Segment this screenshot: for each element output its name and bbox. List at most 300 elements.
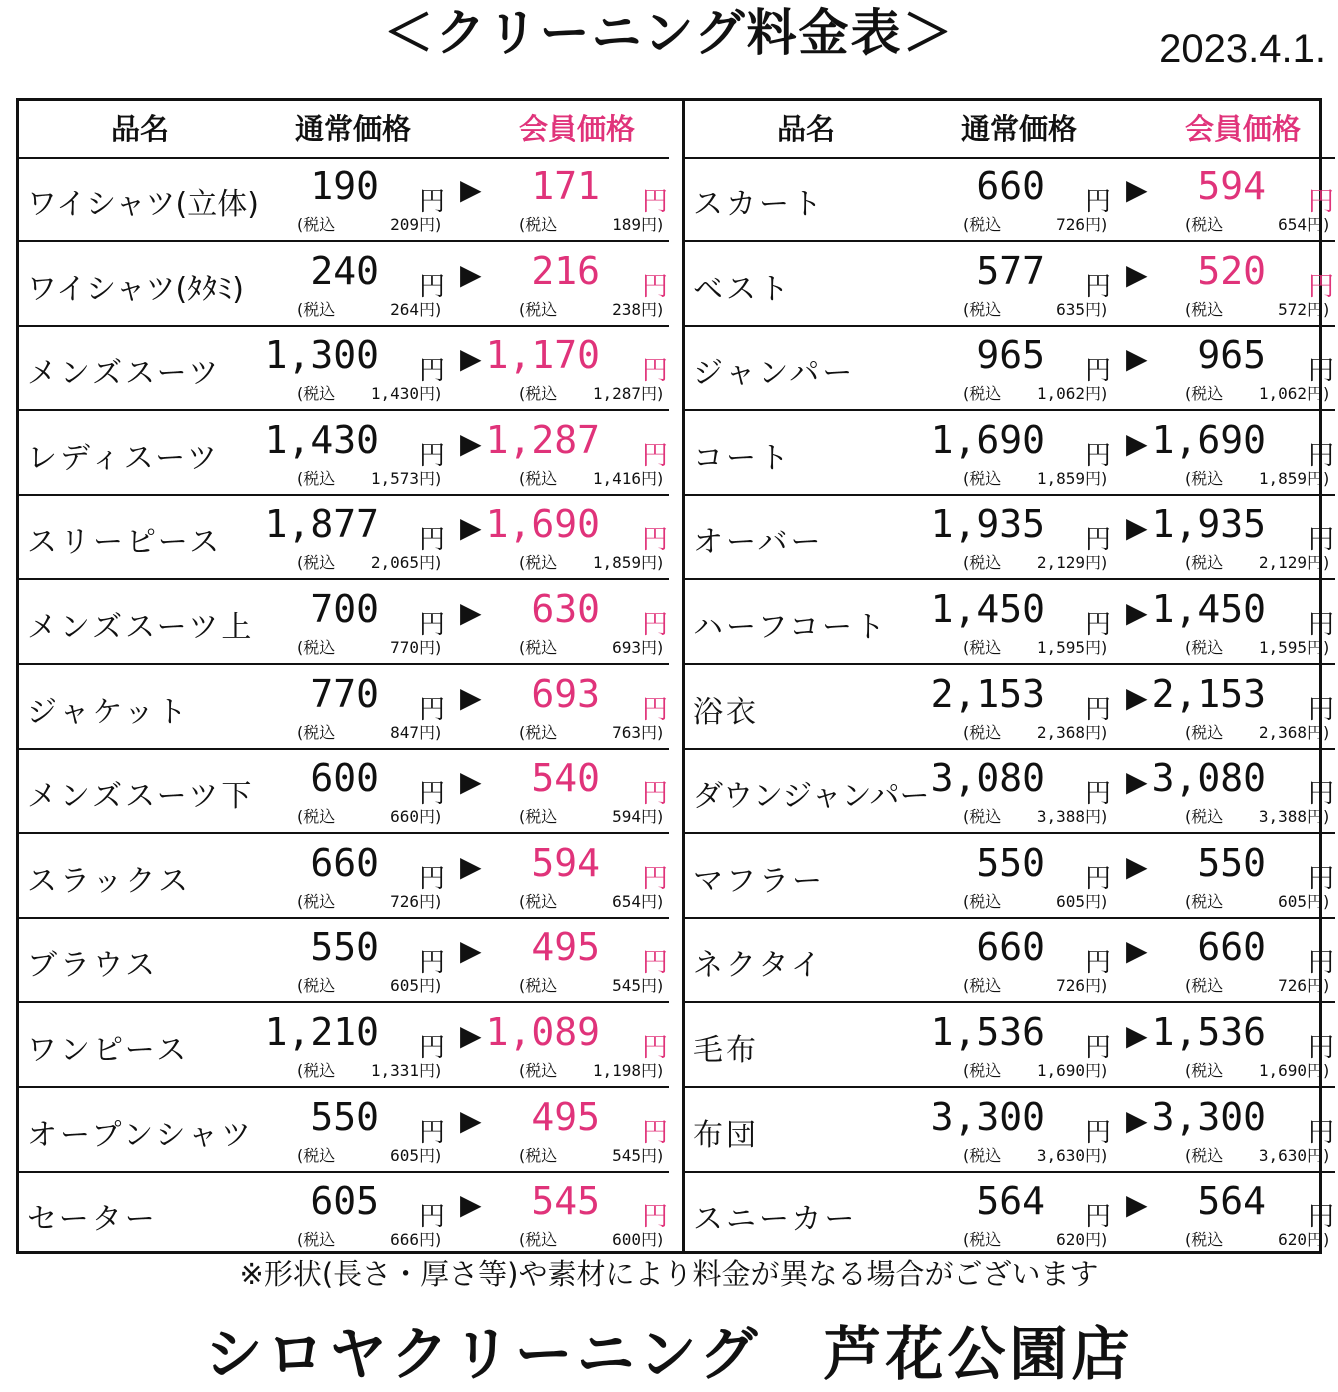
tax-label: (税込 xyxy=(963,891,1002,911)
regular-price-tax-incl xyxy=(963,892,1107,912)
tax-label: (税込 xyxy=(963,638,1002,657)
member-price: 564 xyxy=(1197,1179,1266,1224)
regular-price: 1,935 xyxy=(930,502,1045,547)
yen-unit: 円 xyxy=(1308,525,1335,556)
regular-price: 3,080 xyxy=(930,756,1045,801)
yen-unit: 円 xyxy=(419,187,446,217)
regular-price: 550 xyxy=(976,840,1045,885)
item-name: セーター xyxy=(27,1202,158,1238)
item-name: ワイシャツ(ﾀﾀﾐ) xyxy=(27,271,244,307)
tax-unit: 円) xyxy=(1085,1145,1108,1165)
regular-price: 1,210 xyxy=(264,1010,379,1054)
tax-amount: 594 xyxy=(612,807,641,827)
tax-unit: 円) xyxy=(641,638,664,657)
tax-label: (税込 xyxy=(1185,1230,1224,1250)
arrow-icon: ▶ xyxy=(460,342,482,376)
table-row xyxy=(19,1003,669,1088)
tax-label: (税込 xyxy=(963,1145,1002,1165)
tax-label: (税込 xyxy=(297,891,336,911)
regular-price-tax-incl xyxy=(963,1146,1107,1166)
regular-price-tax-incl xyxy=(963,638,1107,658)
tax-label: (税込 xyxy=(963,553,1002,573)
item-name: コート xyxy=(693,440,792,476)
regular-price: 1,430 xyxy=(264,417,379,462)
table-row xyxy=(685,411,1335,496)
yen-unit: 円 xyxy=(1308,779,1335,810)
regular-price-tax-incl xyxy=(297,1146,441,1166)
yen-unit: 円 xyxy=(1308,694,1335,725)
table-row xyxy=(685,1088,1335,1173)
member-price: 693 xyxy=(531,671,600,716)
arrow-icon: ▶ xyxy=(460,257,482,291)
tax-label: (税込 xyxy=(963,384,1002,404)
tax-amount: 3,388 xyxy=(1036,807,1085,827)
tax-amount: 1,331 xyxy=(370,1061,419,1080)
yen-unit: 円 xyxy=(642,271,669,302)
regular-price-tax-incl xyxy=(297,300,441,320)
tax-amount: 847 xyxy=(390,722,419,742)
arrow-icon: ▶ xyxy=(460,934,482,968)
table-row xyxy=(19,411,669,496)
arrow-icon: ▶ xyxy=(460,849,482,883)
tax-label: (税込 xyxy=(519,215,558,234)
header-item: 品名 xyxy=(111,112,170,146)
member-price-tax-incl xyxy=(1185,638,1329,658)
tax-amount: 545 xyxy=(612,1145,641,1165)
member-price-tax-incl xyxy=(1185,553,1329,573)
page-title: ＜クリーニング料金表＞ xyxy=(383,4,955,62)
member-price: 1,690 xyxy=(485,502,600,547)
arrow-icon: ▶ xyxy=(1126,1019,1148,1052)
member-price: 594 xyxy=(1197,164,1266,208)
tax-label: (税込 xyxy=(519,553,558,573)
tax-label: (税込 xyxy=(297,722,336,742)
regular-price: 605 xyxy=(310,1179,379,1224)
tax-unit: 円) xyxy=(1307,553,1330,573)
tax-label: (税込 xyxy=(297,468,336,488)
yen-unit: 円 xyxy=(419,948,446,979)
arrow-icon: ▶ xyxy=(1126,257,1148,291)
yen-unit: 円 xyxy=(642,1117,669,1148)
tax-amount: 726 xyxy=(390,891,419,911)
tax-label: (税込 xyxy=(963,299,1002,319)
member-price: 171 xyxy=(531,164,600,208)
regular-price-tax-incl xyxy=(297,553,441,573)
tax-amount: 545 xyxy=(612,976,641,996)
tax-unit: 円) xyxy=(1085,553,1108,573)
regular-price-tax-incl xyxy=(963,1230,1107,1250)
member-price-tax-incl xyxy=(1185,1061,1329,1081)
table-row xyxy=(685,242,1335,327)
arrow-icon: ▶ xyxy=(460,1103,482,1137)
tax-amount: 726 xyxy=(1056,215,1085,234)
member-price: 1,089 xyxy=(485,1010,600,1054)
tax-label: (税込 xyxy=(519,807,558,827)
tax-unit: 円) xyxy=(419,1230,442,1250)
table-row xyxy=(19,1172,669,1257)
tax-amount: 605 xyxy=(1278,891,1307,911)
tax-unit: 円) xyxy=(641,384,664,404)
item-name: オープンシャツ xyxy=(27,1117,254,1153)
item-name: スリーピース xyxy=(27,525,223,561)
tax-amount: 2,129 xyxy=(1036,553,1085,573)
yen-unit: 円 xyxy=(642,694,669,725)
header-member-price: 会員価格 xyxy=(1185,112,1302,146)
member-price-tax-incl xyxy=(1185,976,1329,996)
tax-unit: 円) xyxy=(641,299,664,319)
tax-unit: 円) xyxy=(419,215,442,234)
tax-unit: 円) xyxy=(641,553,664,573)
tax-amount: 3,388 xyxy=(1258,807,1307,827)
tax-unit: 円) xyxy=(419,299,442,319)
tax-unit: 円) xyxy=(419,722,442,742)
yen-unit: 円 xyxy=(1085,356,1112,387)
tax-label: (税込 xyxy=(1185,891,1224,911)
regular-price-tax-incl xyxy=(963,807,1107,827)
table-row xyxy=(685,834,1335,919)
header-member-price: 会員価格 xyxy=(519,112,636,146)
tax-amount: 1,416 xyxy=(592,468,641,488)
arrow-icon: ▶ xyxy=(1126,680,1148,714)
member-price-tax-incl xyxy=(519,807,663,827)
item-name: 毛布 xyxy=(693,1033,759,1068)
member-price: 1,935 xyxy=(1151,502,1266,547)
tax-amount: 620 xyxy=(1278,1230,1307,1250)
header-regular-price: 通常価格 xyxy=(295,112,412,146)
tax-label: (税込 xyxy=(519,468,558,488)
regular-price-tax-incl xyxy=(963,723,1107,743)
tax-amount: 2,129 xyxy=(1258,553,1307,573)
member-price-tax-incl xyxy=(519,638,663,658)
item-name: オーバー xyxy=(693,525,824,561)
header-regular-price: 通常価格 xyxy=(961,112,1078,146)
item-name: メンズスーツ下 xyxy=(27,779,255,815)
member-price: 1,536 xyxy=(1151,1010,1266,1054)
regular-price: 3,300 xyxy=(930,1094,1045,1139)
yen-unit: 円 xyxy=(1308,1202,1335,1233)
regular-price: 1,536 xyxy=(930,1010,1045,1054)
tax-unit: 円) xyxy=(1307,1145,1330,1165)
member-price-tax-incl xyxy=(1185,384,1329,404)
tax-amount: 2,368 xyxy=(1036,722,1085,742)
tax-label: (税込 xyxy=(1185,299,1224,319)
tax-amount: 770 xyxy=(390,638,419,657)
yen-unit: 円 xyxy=(642,863,669,894)
tax-amount: 1,859 xyxy=(1258,468,1307,488)
tax-unit: 円) xyxy=(641,807,664,827)
tax-unit: 円) xyxy=(1085,384,1108,404)
member-price: 1,287 xyxy=(485,417,600,462)
item-name: スラックス xyxy=(27,863,192,899)
tax-amount: 654 xyxy=(1278,215,1307,234)
table-row xyxy=(685,326,1335,411)
member-price-tax-incl xyxy=(519,469,663,489)
member-price: 1,690 xyxy=(1151,417,1266,462)
yen-unit: 円 xyxy=(642,187,669,217)
regular-price-tax-incl xyxy=(963,215,1107,235)
member-price-tax-incl xyxy=(1185,1230,1329,1250)
tax-unit: 円) xyxy=(1085,215,1108,234)
tax-unit: 円) xyxy=(1307,1230,1330,1250)
yen-unit: 円 xyxy=(642,525,669,556)
tax-amount: 2,065 xyxy=(370,553,419,573)
tax-label: (税込 xyxy=(519,299,558,319)
member-price-tax-incl xyxy=(519,1230,663,1250)
item-name: ジャケット xyxy=(27,694,190,730)
item-name: ワンピース xyxy=(27,1033,190,1068)
yen-unit: 円 xyxy=(419,694,446,725)
arrow-icon: ▶ xyxy=(460,173,482,206)
regular-price: 660 xyxy=(976,164,1045,208)
tax-unit: 円) xyxy=(1085,891,1108,911)
yen-unit: 円 xyxy=(1085,1117,1112,1148)
member-price: 3,300 xyxy=(1151,1094,1266,1139)
table-row xyxy=(19,749,669,834)
regular-price-tax-incl xyxy=(297,1230,441,1250)
yen-unit: 円 xyxy=(642,440,669,471)
arrow-icon: ▶ xyxy=(460,596,482,629)
tax-unit: 円) xyxy=(419,638,442,657)
tax-unit: 円) xyxy=(419,891,442,911)
regular-price-tax-incl xyxy=(297,807,441,827)
tax-label: (税込 xyxy=(297,384,336,404)
member-price-tax-incl xyxy=(1185,300,1329,320)
tax-amount: 726 xyxy=(1056,976,1085,996)
regular-price: 190 xyxy=(310,164,379,208)
tax-label: (税込 xyxy=(963,722,1002,742)
table-row xyxy=(685,1172,1335,1257)
regular-price-tax-incl xyxy=(963,384,1107,404)
tax-amount: 763 xyxy=(612,722,641,742)
tax-amount: 605 xyxy=(1056,891,1085,911)
yen-unit: 円 xyxy=(1308,356,1335,387)
yen-unit: 円 xyxy=(1085,440,1112,471)
item-name: 浴衣 xyxy=(693,694,759,730)
tax-unit: 円) xyxy=(1085,807,1108,827)
tax-amount: 1,859 xyxy=(1036,468,1085,488)
arrow-icon: ▶ xyxy=(1126,173,1148,206)
item-name: ハーフコート xyxy=(693,610,888,645)
member-price-tax-incl xyxy=(519,892,663,912)
yen-unit: 円 xyxy=(1085,1202,1112,1233)
table-row xyxy=(19,326,669,411)
regular-price: 700 xyxy=(310,587,379,631)
regular-price: 600 xyxy=(310,756,379,801)
yen-unit: 円 xyxy=(642,948,669,979)
regular-price: 1,877 xyxy=(264,502,379,547)
member-price-tax-incl xyxy=(1185,1146,1329,1166)
regular-price: 577 xyxy=(976,248,1045,293)
regular-price: 660 xyxy=(310,840,379,885)
tax-label: (税込 xyxy=(297,807,336,827)
tax-label: (税込 xyxy=(297,1061,336,1080)
member-price: 3,080 xyxy=(1151,756,1266,801)
tax-unit: 円) xyxy=(1307,215,1330,234)
tax-label: (税込 xyxy=(519,976,558,996)
item-name: スニーカー xyxy=(693,1202,858,1238)
yen-unit: 円 xyxy=(642,356,669,387)
tax-label: (税込 xyxy=(297,299,336,319)
tax-unit: 円) xyxy=(1307,299,1330,319)
member-price-tax-incl xyxy=(519,215,663,235)
tax-amount: 1,690 xyxy=(1258,1061,1307,1080)
member-price: 540 xyxy=(531,756,600,801)
tax-amount: 654 xyxy=(612,891,641,911)
tax-label: (税込 xyxy=(1185,384,1224,404)
regular-price: 240 xyxy=(310,248,379,293)
tax-amount: 1,062 xyxy=(1036,384,1085,404)
member-price: 495 xyxy=(531,1094,600,1139)
regular-price: 1,690 xyxy=(930,417,1045,462)
tax-unit: 円) xyxy=(641,976,664,996)
tax-unit: 円) xyxy=(641,1230,664,1250)
tax-amount: 1,595 xyxy=(1258,638,1307,657)
tax-unit: 円) xyxy=(641,1061,664,1080)
regular-price-tax-incl xyxy=(297,723,441,743)
item-name: ネクタイ xyxy=(693,948,824,984)
tax-label: (税込 xyxy=(1185,468,1224,488)
table-row xyxy=(685,918,1335,1003)
tax-amount: 666 xyxy=(390,1230,419,1250)
yen-unit: 円 xyxy=(1308,440,1335,471)
arrow-icon: ▶ xyxy=(1126,765,1148,799)
tax-unit: 円) xyxy=(1307,976,1330,996)
yen-unit: 円 xyxy=(419,1117,446,1148)
arrow-icon: ▶ xyxy=(1126,511,1148,545)
tax-label: (税込 xyxy=(1185,722,1224,742)
yen-unit: 円 xyxy=(1085,271,1112,302)
member-price: 550 xyxy=(1197,840,1266,885)
regular-price-tax-incl xyxy=(297,384,441,404)
yen-unit: 円 xyxy=(1308,1117,1335,1148)
tax-label: (税込 xyxy=(297,638,336,657)
regular-price: 965 xyxy=(976,333,1045,378)
tax-label: (税込 xyxy=(1185,553,1224,573)
tax-unit: 円) xyxy=(641,468,664,488)
item-name: メンズスーツ xyxy=(27,356,222,392)
tax-unit: 円) xyxy=(419,1145,442,1165)
tax-label: (税込 xyxy=(519,722,558,742)
table-row xyxy=(685,749,1335,834)
tax-amount: 635 xyxy=(1056,299,1085,319)
table-row xyxy=(685,580,1335,665)
member-price-tax-incl xyxy=(519,723,663,743)
regular-price: 550 xyxy=(310,1094,379,1139)
arrow-icon: ▶ xyxy=(1126,1188,1148,1222)
tax-unit: 円) xyxy=(1307,891,1330,911)
item-name: レディスーツ xyxy=(27,440,220,476)
regular-price-tax-incl xyxy=(297,215,441,235)
yen-unit: 円 xyxy=(419,863,446,894)
member-price-tax-incl xyxy=(1185,469,1329,489)
item-name: マフラー xyxy=(693,863,825,899)
yen-unit: 円 xyxy=(1085,610,1112,640)
regular-price-tax-incl xyxy=(963,976,1107,996)
table-row xyxy=(19,157,669,242)
yen-unit: 円 xyxy=(419,440,446,471)
table-row xyxy=(19,242,669,327)
item-name: ベスト xyxy=(693,271,792,307)
tax-label: (税込 xyxy=(519,384,558,404)
tax-unit: 円) xyxy=(1307,638,1330,657)
tax-amount: 1,430 xyxy=(370,384,419,404)
tax-amount: 1,287 xyxy=(592,384,641,404)
regular-price: 550 xyxy=(310,925,379,970)
tax-amount: 3,630 xyxy=(1258,1145,1307,1165)
effective-date: 2023.4.1. xyxy=(1159,27,1326,71)
yen-unit: 円 xyxy=(419,1033,446,1063)
tax-label: (税込 xyxy=(1185,807,1224,827)
arrow-icon: ▶ xyxy=(1126,426,1148,460)
tax-label: (税込 xyxy=(519,891,558,911)
table-row xyxy=(19,665,669,750)
tax-amount: 2,368 xyxy=(1258,722,1307,742)
member-price: 1,450 xyxy=(1151,587,1266,631)
table-row xyxy=(685,157,1335,242)
item-name: ワイシャツ(立体) xyxy=(27,187,259,222)
table-row xyxy=(19,495,669,580)
member-price: 216 xyxy=(531,248,600,293)
tax-amount: 726 xyxy=(1278,976,1307,996)
tax-amount: 572 xyxy=(1278,299,1307,319)
member-price-tax-incl xyxy=(1185,723,1329,743)
tax-amount: 1,690 xyxy=(1036,1061,1085,1080)
yen-unit: 円 xyxy=(1085,948,1112,979)
regular-price-tax-incl xyxy=(963,553,1107,573)
member-price: 2,153 xyxy=(1151,671,1266,716)
arrow-icon: ▶ xyxy=(460,1019,482,1052)
tax-amount: 1,573 xyxy=(370,468,419,488)
tax-label: (税込 xyxy=(297,553,336,573)
regular-price: 770 xyxy=(310,671,379,716)
tax-label: (税込 xyxy=(1185,1061,1224,1080)
tax-label: (税込 xyxy=(519,1145,558,1165)
tax-amount: 693 xyxy=(612,638,641,657)
yen-unit: 円 xyxy=(1308,271,1335,302)
tax-unit: 円) xyxy=(1085,638,1108,657)
tax-label: (税込 xyxy=(297,1145,336,1165)
yen-unit: 円 xyxy=(1085,863,1112,894)
tax-label: (税込 xyxy=(1185,215,1224,234)
regular-price: 1,300 xyxy=(264,333,379,378)
tax-unit: 円) xyxy=(419,807,442,827)
yen-unit: 円 xyxy=(642,610,669,640)
yen-unit: 円 xyxy=(1085,779,1112,810)
shop-name: シロヤクリーニング 芦花公園店 xyxy=(204,1320,1134,1388)
tax-unit: 円) xyxy=(641,891,664,911)
regular-price-tax-incl xyxy=(297,1061,441,1081)
tax-amount: 3,630 xyxy=(1036,1145,1085,1165)
tax-amount: 605 xyxy=(390,1145,419,1165)
member-price: 660 xyxy=(1197,925,1266,970)
tax-unit: 円) xyxy=(1085,722,1108,742)
member-price: 965 xyxy=(1197,333,1266,378)
tax-unit: 円) xyxy=(1085,1230,1108,1250)
tax-amount: 620 xyxy=(1056,1230,1085,1250)
tax-unit: 円) xyxy=(419,553,442,573)
yen-unit: 円 xyxy=(1308,187,1335,217)
tax-label: (税込 xyxy=(1185,976,1224,996)
tax-label: (税込 xyxy=(297,215,336,234)
tax-amount: 264 xyxy=(390,299,419,319)
tax-unit: 円) xyxy=(1307,384,1330,404)
tax-unit: 円) xyxy=(1085,976,1108,996)
regular-price: 660 xyxy=(976,925,1045,970)
member-price-tax-incl xyxy=(519,976,663,996)
tax-unit: 円) xyxy=(1085,299,1108,319)
tax-amount: 209 xyxy=(390,215,419,234)
tax-label: (税込 xyxy=(963,1230,1002,1250)
